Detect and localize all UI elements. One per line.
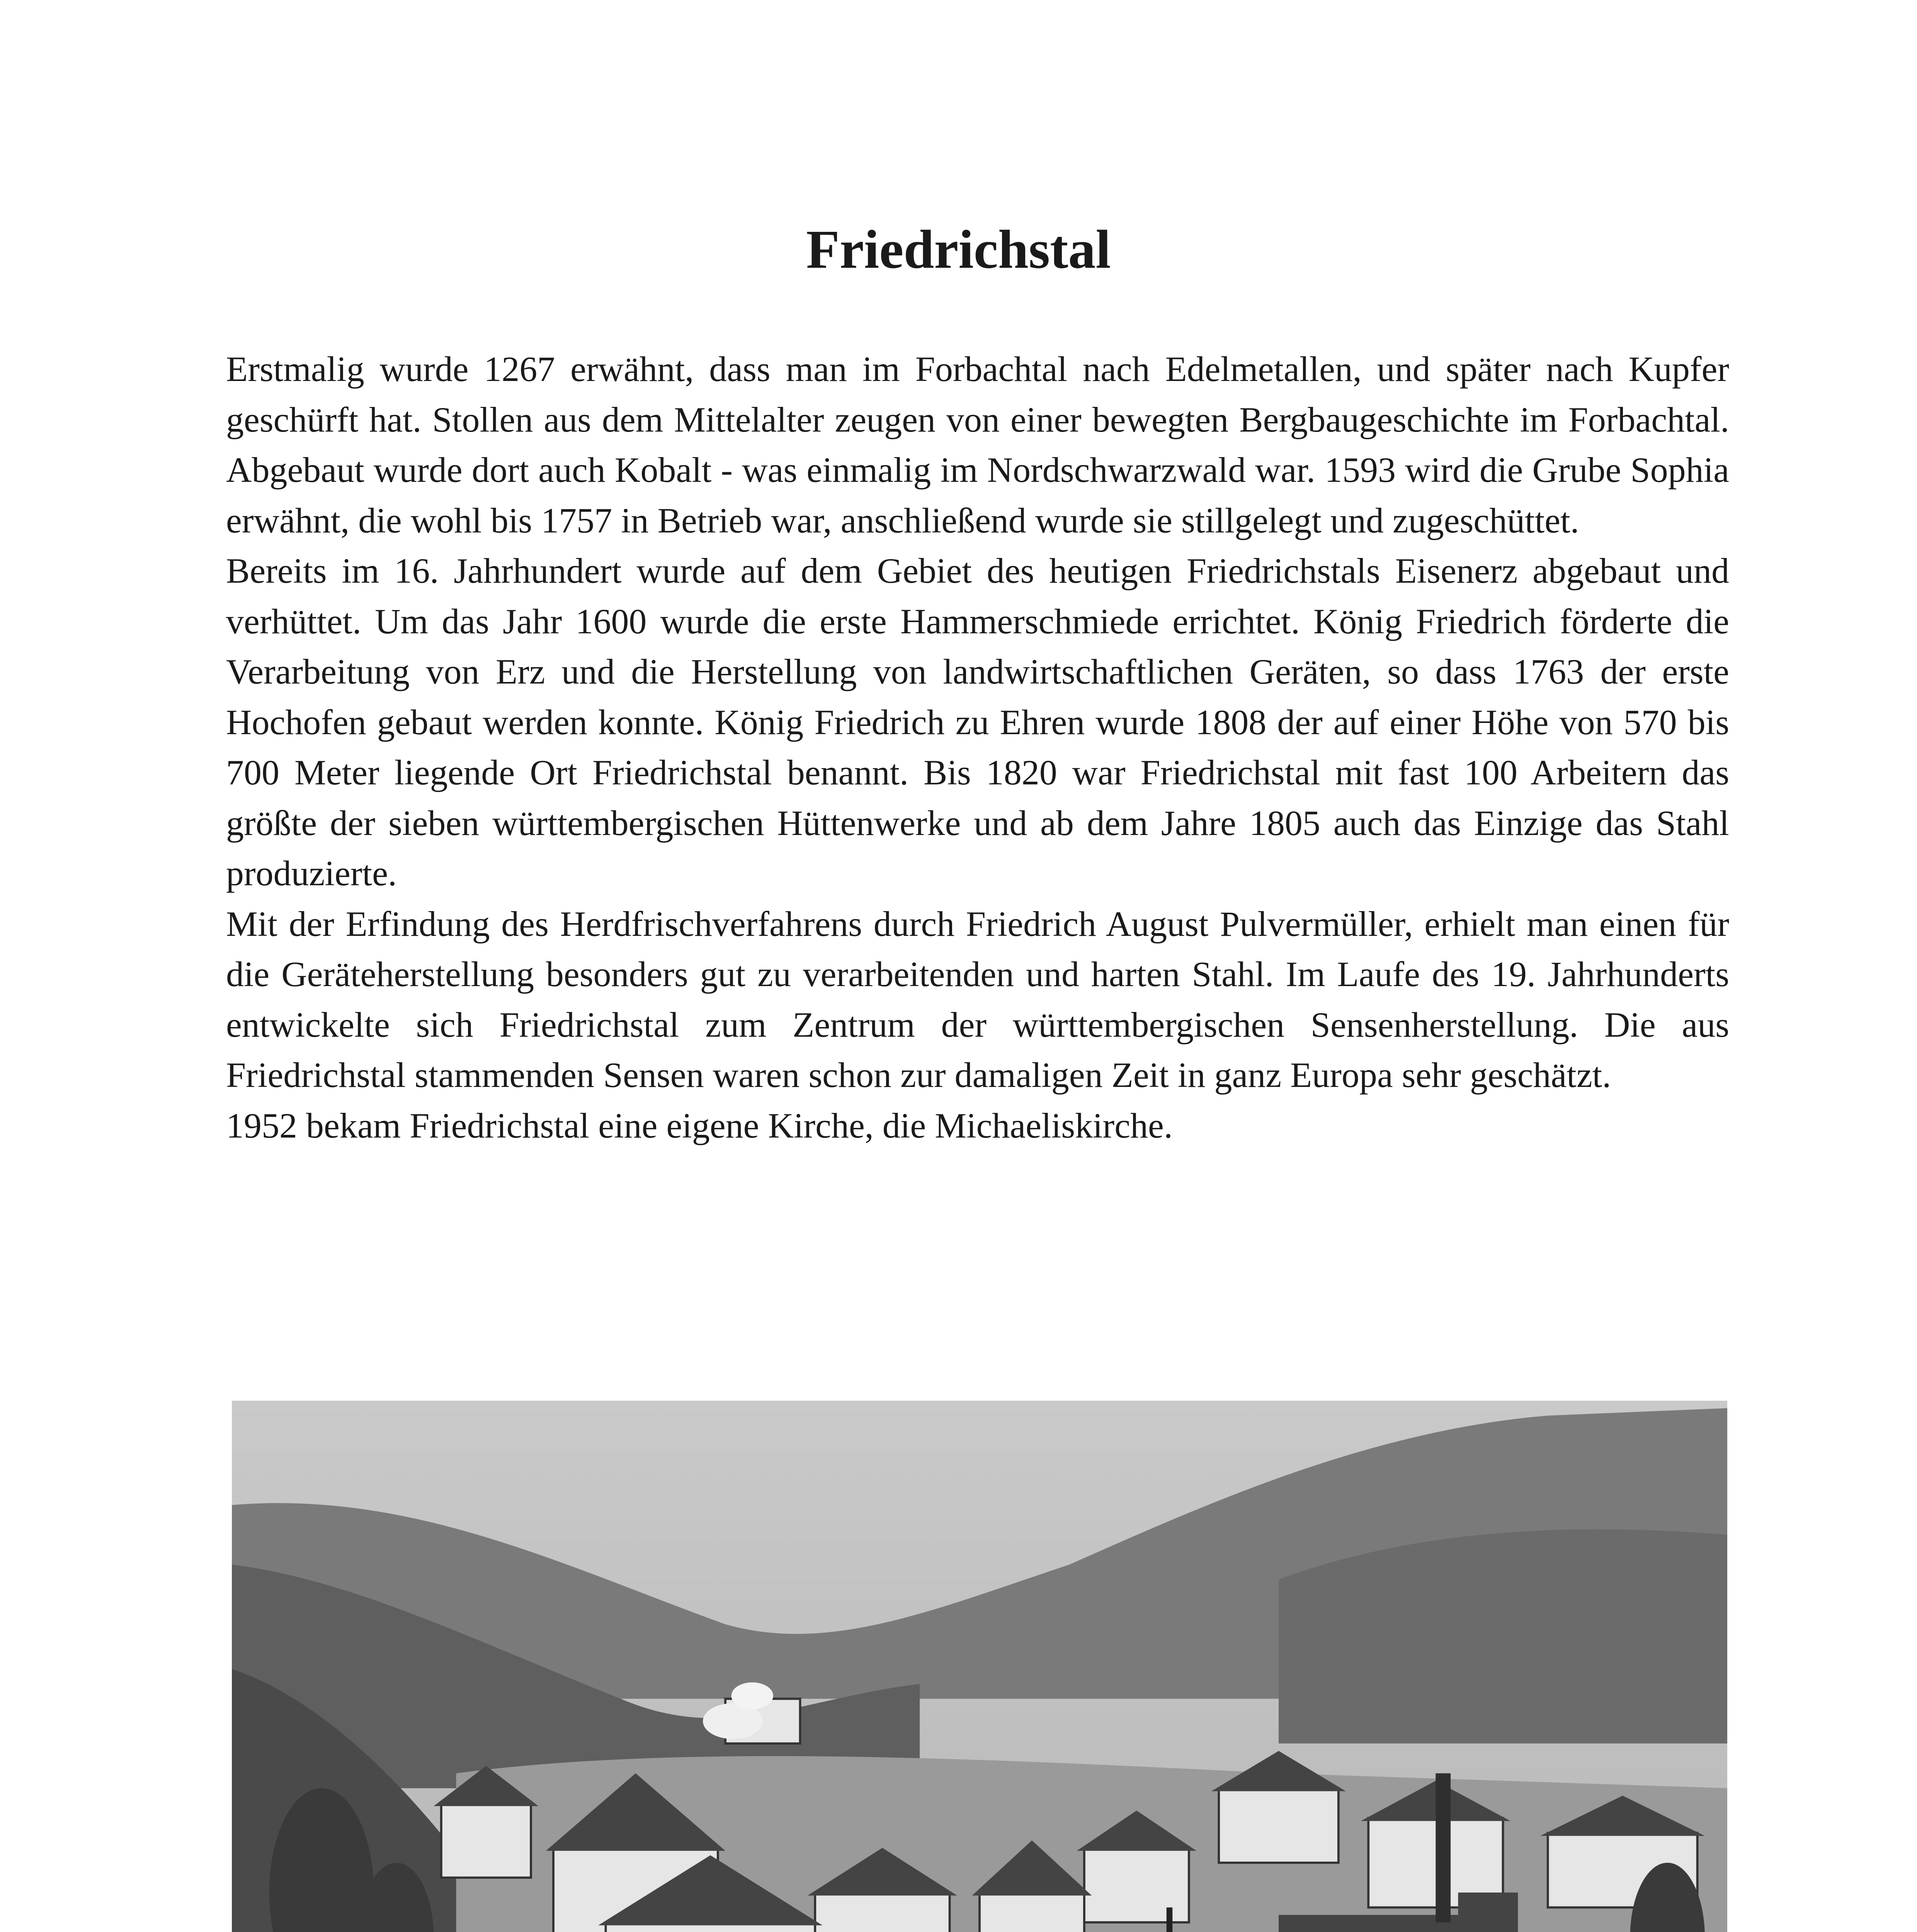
paragraph-mining-history: Erstmalig wurde 1267 erwähnt, dass man im Forbachtal nach Edelmetallen, und später nach Kupfer geschürft hat. Stollen aus dem Mittelalter zeugen von einer bewegten Bergbaugeschichte im Forbachtal. Abgebaut wurde dort auch Kobalt - was einmalig im Nordschwarzwald war. 1593 wird die Grube Sophia erwähnt, die wohl bis 1757 in Betrieb war, anschließend wurde sie stillgelegt und zugeschüttet. <box>226 349 1729 540</box>
page-title: Friedrichstal <box>806 219 1111 280</box>
paragraph-scythe-production: Mit der Erfindung des Herdfrischverfahrens durch Friedrich August Pulvermüller, erhielt man einen für die Geräteherstellung besonders gut zu verarbeitenden und harten Stahl. Im Laufe des 19. Jahrhunderts entwickelte sich Friedrichstal zum Zentrum der württembergischen Sensenherstellung. Die aus Friedrichstal stammenden Sensen waren schon zur damaligen Zeit in ganz Europa sehr geschätzt. <box>226 904 1729 1095</box>
paragraph-ironworks: Bereits im 16. Jahrhundert wurde auf dem Gebiet des heutigen Friedrichstals Eisenerz abgebaut und verhüttet. Um das Jahr 1600 wurde die erste Hammerschmiede errichtet. König Friedrich förderte die Verarbeitung von Erz und die Herstellung von landwirtschaftlichen Geräten, so dass 1763 der erste Hochofen gebaut werden konnte. König Friedrich zu Ehren wurde 1808 der auf einer Höhe von 570 bis 700 Meter liegende Ort Friedrichstal benannt. Bis 1820 war Friedrichstal mit fast 100 Arbeitern das größte der sieben württembergischen Hüttenwerke und ab dem Jahre 1805 auch das Einzige das Stahl produzierte. <box>226 551 1729 893</box>
body-text <box>226 344 1729 1151</box>
village-photo <box>232 1401 1727 1932</box>
paragraph-church: 1952 bekam Friedrichstal eine eigene Kirche, die Michaeliskirche. <box>226 1105 1173 1145</box>
